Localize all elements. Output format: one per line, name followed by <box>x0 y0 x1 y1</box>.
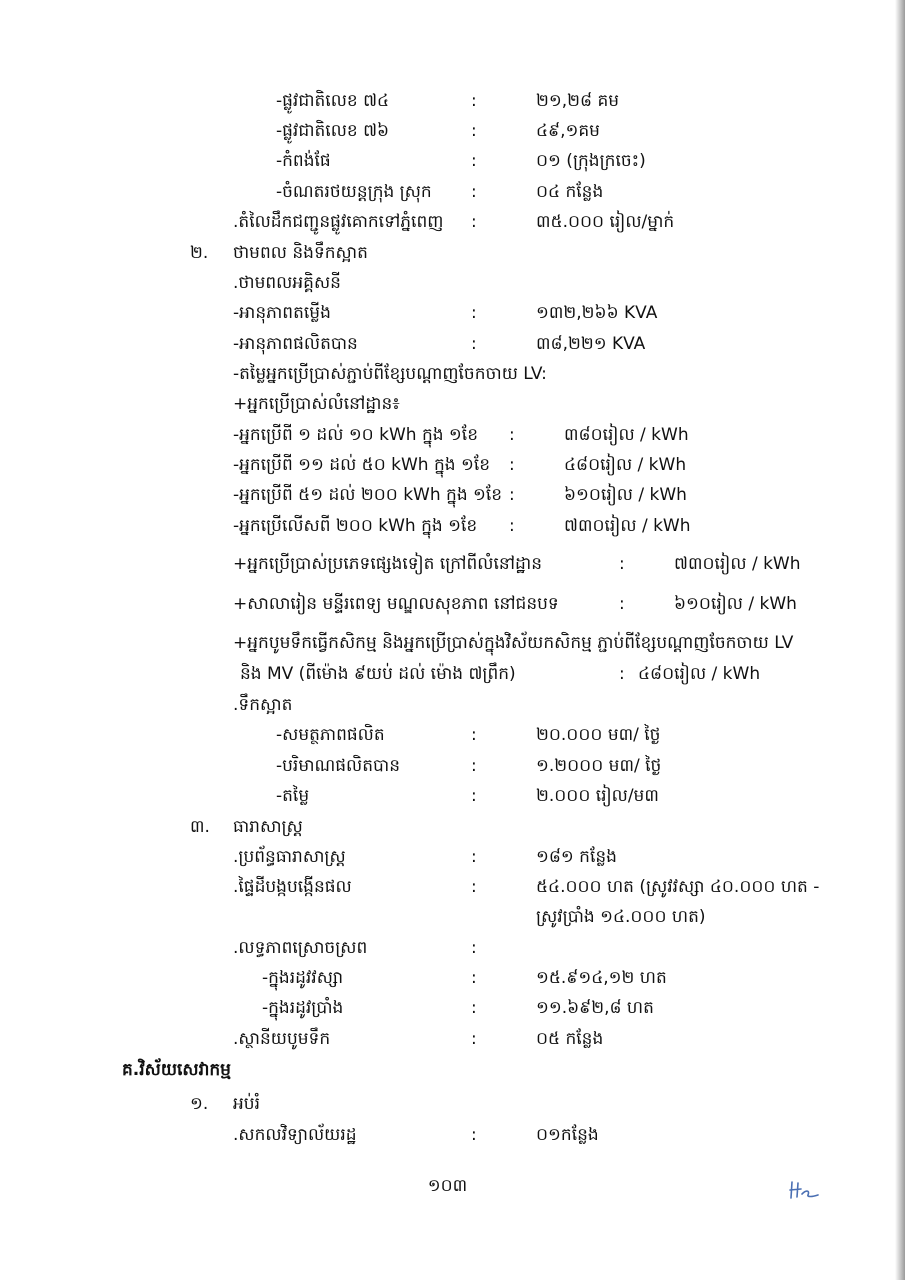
cultivated-area-value: ៥៤.០០០ ហត (ស្រូវវស្សា ៤០.០០០ ហត - <box>536 877 820 897</box>
water-price-value: ២.០០០ រៀល/ម៣ <box>536 786 659 806</box>
page-edge-shadow <box>895 0 905 1280</box>
irrigation-systems-label: .ប្រព័ន្ធធារាសាស្ត្រ <box>233 847 346 867</box>
agriculture-tariff-label-cont: និង MV (ពីម៉ោង ៩យប់ ដល់ ម៉ោង ៧ព្រឹក) <box>240 664 516 684</box>
colon: : <box>471 1125 477 1145</box>
dry-season-label: -ក្នុងរដូវប្រាំង <box>262 998 344 1018</box>
installed-capacity-label: -អានុភាពតម្លើង <box>233 303 331 323</box>
state-university-label: .សកលវិទ្យាល័យរដ្ឋ <box>233 1125 357 1145</box>
cultivated-area-label: .ផ្ទៃដីបង្កបង្កើនផល <box>233 877 352 897</box>
production-capacity-label: -អានុភាពផលិតបាន <box>233 334 358 354</box>
lv-tariff-heading: -តម្លៃអ្នកប្រើប្រាស់ភ្ជាប់ពីខ្សែបណ្តាញចែកចាយ LV: <box>233 364 547 384</box>
road-74-value: ២១,២៨ គម <box>536 91 620 111</box>
transport-fare-label: .តំលៃដឹកជញ្ជូនផ្លូវគោកទៅភ្នំពេញ <box>233 212 444 232</box>
colon: : <box>509 425 515 445</box>
tariff-over-200-value: ៧៣០រៀល / kWh <box>564 516 691 536</box>
section-number: ១. <box>190 1094 209 1114</box>
colon: : <box>471 212 477 232</box>
wet-season-label: -ក្នុងរដូវវស្សា <box>262 968 344 988</box>
section-heading-energy-water: ថាមពល និងទឹកស្អាត <box>233 243 368 263</box>
water-capacity-value: ២០.០០០ ម៣/ ថ្ងៃ <box>536 725 661 745</box>
colon: : <box>471 303 477 323</box>
water-volume-value: ១.២០០០ ម៣/ ថ្ងៃ <box>536 756 662 776</box>
clean-water-heading: .ទឹកស្អាត <box>233 695 293 715</box>
colon: : <box>471 182 477 202</box>
colon: : <box>619 594 625 614</box>
irrigation-systems-value: ១៨១ កន្លែង <box>536 847 617 867</box>
bus-station-value: ០៤ កន្លែង <box>536 182 604 202</box>
colon: : <box>619 664 625 684</box>
tariff-11-50-value: ៤៨០រៀល / kWh <box>564 455 687 475</box>
initials-signature <box>786 1178 822 1202</box>
colon: : <box>471 938 477 958</box>
colon: : <box>471 725 477 745</box>
port-value: ០១ (ក្រុងក្រចេះ) <box>536 151 646 171</box>
colon: : <box>509 485 515 505</box>
non-residential-value: ៧៣០រៀល / kWh <box>674 554 801 574</box>
tariff-51-200-label: -អ្នកប្រើពី ៥១ ដល់ ២០០ kWh ក្នុង ១ខែ <box>233 485 503 505</box>
section-heading-services: គ.វិស័យសេវាកម្ម <box>122 1060 231 1080</box>
section-number: ៣. <box>190 817 210 837</box>
tariff-1-10-value: ៣៨០រៀល / kWh <box>564 425 689 445</box>
colon: : <box>471 756 477 776</box>
transport-fare-value: ៣៥.០០០ រៀល/ម្នាក់ <box>536 212 675 232</box>
colon: : <box>619 554 625 574</box>
tariff-over-200-label: -អ្នកប្រើលើសពី ២០០ kWh ក្នុង ១ខែ <box>233 516 478 536</box>
page-number: ១០៣ <box>427 1176 468 1196</box>
schools-hospitals-label: +សាលារៀន មន្ទីរពេទ្យ មណ្ឌលសុខភាព នៅជនបទ <box>233 594 559 614</box>
colon: : <box>471 91 477 111</box>
colon: : <box>471 847 477 867</box>
colon: : <box>471 968 477 988</box>
road-76-label: -ផ្លូវជាតិលេខ ៧៦ <box>276 121 390 141</box>
residential-heading: +អ្នកប្រើប្រាស់លំនៅដ្ឋាន៖ <box>233 394 400 414</box>
bus-station-label: -ចំណតរថយន្តក្រុង ស្រុក <box>276 182 432 202</box>
colon: : <box>471 786 477 806</box>
tariff-11-50-label: -អ្នកប្រើពី ១១ ដល់ ៥០ kWh ក្នុង ១ខែ <box>233 455 491 475</box>
road-76-value: ៤៩,១គម <box>536 121 600 141</box>
section-number: ២. <box>190 243 209 263</box>
tariff-1-10-label: -អ្នកប្រើពី ១ ដល់ ១០ kWh ក្នុង ១ខែ <box>233 425 478 445</box>
water-price-label: -តម្លៃ <box>276 786 310 806</box>
colon: : <box>471 334 477 354</box>
water-capacity-label: -សមត្ថភាពផលិត <box>276 725 385 745</box>
pumping-stations-value: ០៥ កន្លែង <box>536 1029 604 1049</box>
port-label: -កំពង់ផែ <box>276 151 331 171</box>
colon: : <box>471 121 477 141</box>
schools-hospitals-value: ៦១០រៀល / kWh <box>674 594 797 614</box>
state-university-value: ០១កន្លែង <box>536 1125 599 1145</box>
pumping-stations-label: .ស្ថានីយបូមទឹក <box>233 1029 331 1049</box>
non-residential-label: +អ្នកប្រើប្រាស់ប្រភេទផ្សេងទៀត ក្រៅពីលំនៅដ្ឋាន <box>233 554 543 574</box>
tariff-51-200-value: ៦១០រៀល / kWh <box>564 485 687 505</box>
colon: : <box>471 1029 477 1049</box>
agriculture-tariff-label: +អ្នកបូមទឹកធ្វើកសិកម្ម និងអ្នកប្រើប្រាស់ក្នុងវិស័យកសិកម្ម ភ្ជាប់ពីខ្សែបណ្តាញចែកចាយ LV <box>233 633 794 653</box>
irrigation-capacity-label: .លទ្ធភាពស្រោចស្រព <box>233 938 368 958</box>
colon: : <box>509 455 515 475</box>
wet-season-value: ១៥.៩១៤,១២ ហត <box>536 968 667 988</box>
electricity-heading: .ថាមពលអគ្គិសនី <box>233 273 341 293</box>
section-heading-irrigation: ធារាសាស្ត្រ <box>233 817 303 837</box>
colon: : <box>471 877 477 897</box>
agriculture-tariff-value: ៤៨០រៀល / kWh <box>638 664 761 684</box>
production-capacity-value: ៣៨,២២១ KVA <box>536 334 646 354</box>
colon: : <box>509 516 515 536</box>
installed-capacity-value: ១៣២,២៦៦ KVA <box>536 303 658 323</box>
cultivated-area-value-cont: ស្រូវប្រាំង ១៤.០០០ ហត) <box>536 907 706 927</box>
water-volume-label: -បរិមាណផលិតបាន <box>276 756 401 776</box>
road-74-label: -ផ្លូវជាតិលេខ ៧៤ <box>276 91 390 111</box>
colon: : <box>471 998 477 1018</box>
colon: : <box>471 151 477 171</box>
dry-season-value: ១១.៦៩២,៨ ហត <box>536 998 654 1018</box>
section-heading-education: អប់រំ <box>233 1094 260 1114</box>
